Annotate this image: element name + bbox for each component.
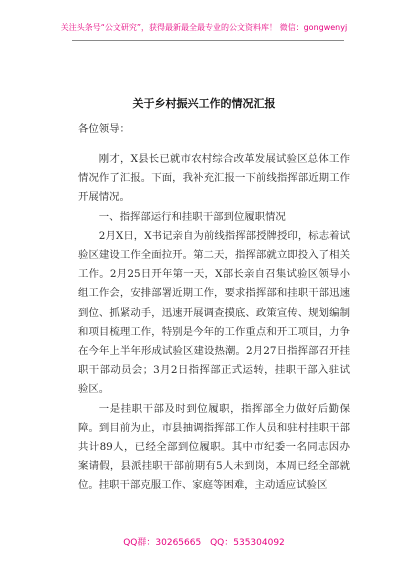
section-heading: 一、指挥部运行和挂职干部到位履职情况: [98, 210, 286, 223]
footer-contact: [0, 535, 408, 548]
document-body: [78, 150, 350, 496]
footer-qq: QQ：535304092: [210, 538, 285, 548]
greeting-block: [78, 120, 350, 139]
paragraph: 一是挂职干部及时到位履职，指挥部全力做好后勤保障。到目前为止，市县抽调指挥部工作人员和驻村挂职干部共计89人，已经全部到位履职。其中市纪委一名同志因办案请假，县派挂职干部前期有5人未到岗，本周已经全部就位。挂职干部克服工作、家庭等困难，主动适应试验区: [78, 402, 350, 492]
paragraph: 2月X日，X书记亲自为前线指挥部授牌授印，标志着试验区建设工作全面拉开。第二天，指挥部就立即投入了相关工作。2月25日开年第一天，X部长亲自召集试验区领导小组工作会，安排部署近期工作，要求指挥部和挂职干部迅速到位、抓紧动手，迅速开展调查摸底、政策宣传、规划编制和项目梳理工作，特别是今年的工作重点和开工项目，力争在今年上半年形成试验区建设热潮。2月27日指挥部召开挂职干部动员会；3月2日指挥部正式运转，挂职干部入驻试验区。: [78, 229, 350, 396]
header-divider: [72, 40, 344, 41]
greeting-line: 各位领导：: [78, 123, 130, 135]
header-promo-note: 关注头条号“公文研究”，获得最新最全最专业的公文资料库！ 微信：gongwenyj: [60, 23, 348, 32]
paragraph: 刚才，X县长已就市农村综合改革发展试验区总体工作情况作了汇报。下面，我补充汇报一下前线指挥部近期工作开展情况。: [78, 153, 350, 204]
footer-qq-group: QQ群：30265665: [123, 538, 202, 548]
document-title: 关于乡村振兴工作的情况汇报: [132, 97, 276, 110]
